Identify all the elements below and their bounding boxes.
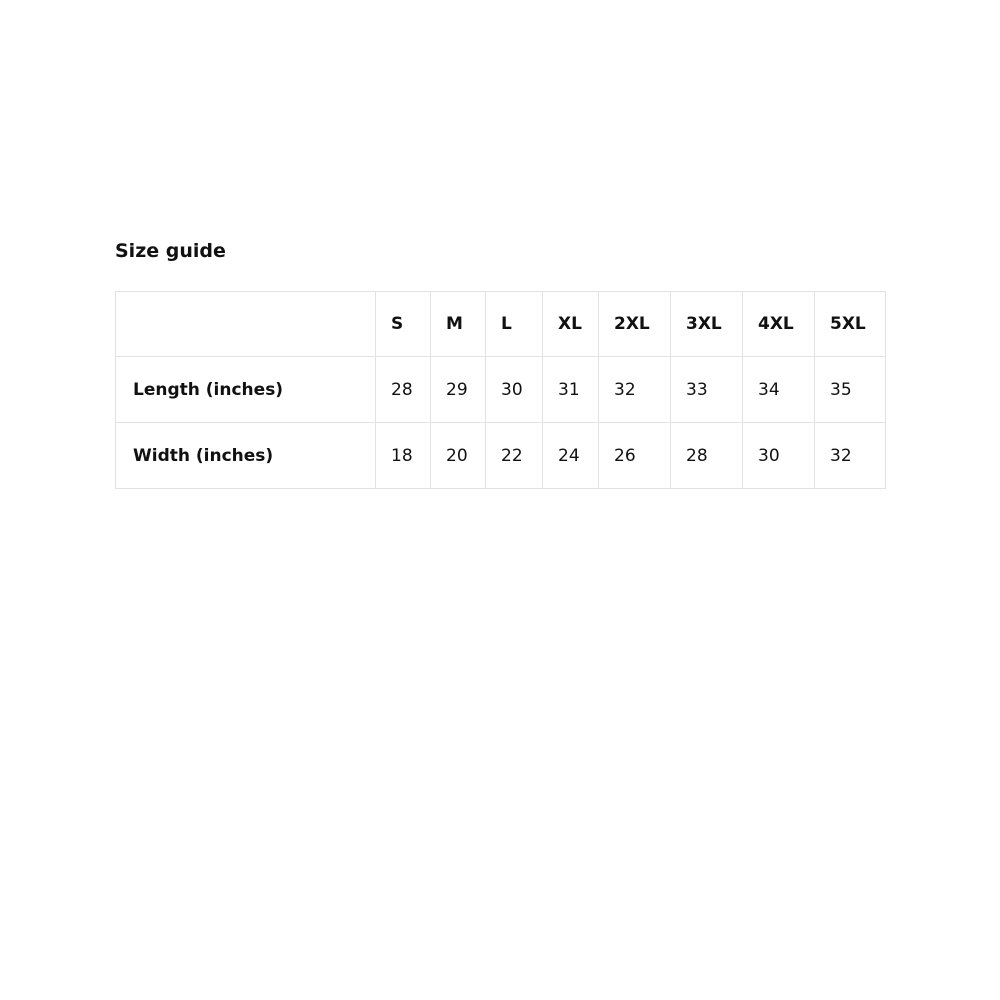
column-header-s: S [376,292,431,357]
column-header-2xl: 2XL [599,292,671,357]
width-value-5xl: 32 [815,423,886,489]
width-value-4xl: 30 [743,423,815,489]
length-value-2xl: 32 [599,357,671,423]
length-value-m: 29 [431,357,486,423]
length-value-4xl: 34 [743,357,815,423]
column-header-5xl: 5XL [815,292,886,357]
column-header-xl: XL [543,292,599,357]
size-guide-title: Size guide [115,240,226,262]
column-header-m: M [431,292,486,357]
width-value-2xl: 26 [599,423,671,489]
column-header-3xl: 3XL [671,292,743,357]
row-label-length: Length (inches) [116,357,376,423]
width-value-m: 20 [431,423,486,489]
width-value-3xl: 28 [671,423,743,489]
table-row-length [116,357,886,423]
corner-cell [116,292,376,357]
column-header-l: L [486,292,543,357]
row-label-width: Width (inches) [116,423,376,489]
width-value-s: 18 [376,423,431,489]
table-row-width [116,423,886,489]
width-value-l: 22 [486,423,543,489]
column-header-4xl: 4XL [743,292,815,357]
size-guide-section [115,239,885,489]
length-value-l: 30 [486,357,543,423]
width-value-xl: 24 [543,423,599,489]
size-guide-table [115,291,886,489]
length-value-3xl: 33 [671,357,743,423]
length-value-xl: 31 [543,357,599,423]
length-value-s: 28 [376,357,431,423]
size-table-header-row [116,292,886,357]
length-value-5xl: 35 [815,357,886,423]
